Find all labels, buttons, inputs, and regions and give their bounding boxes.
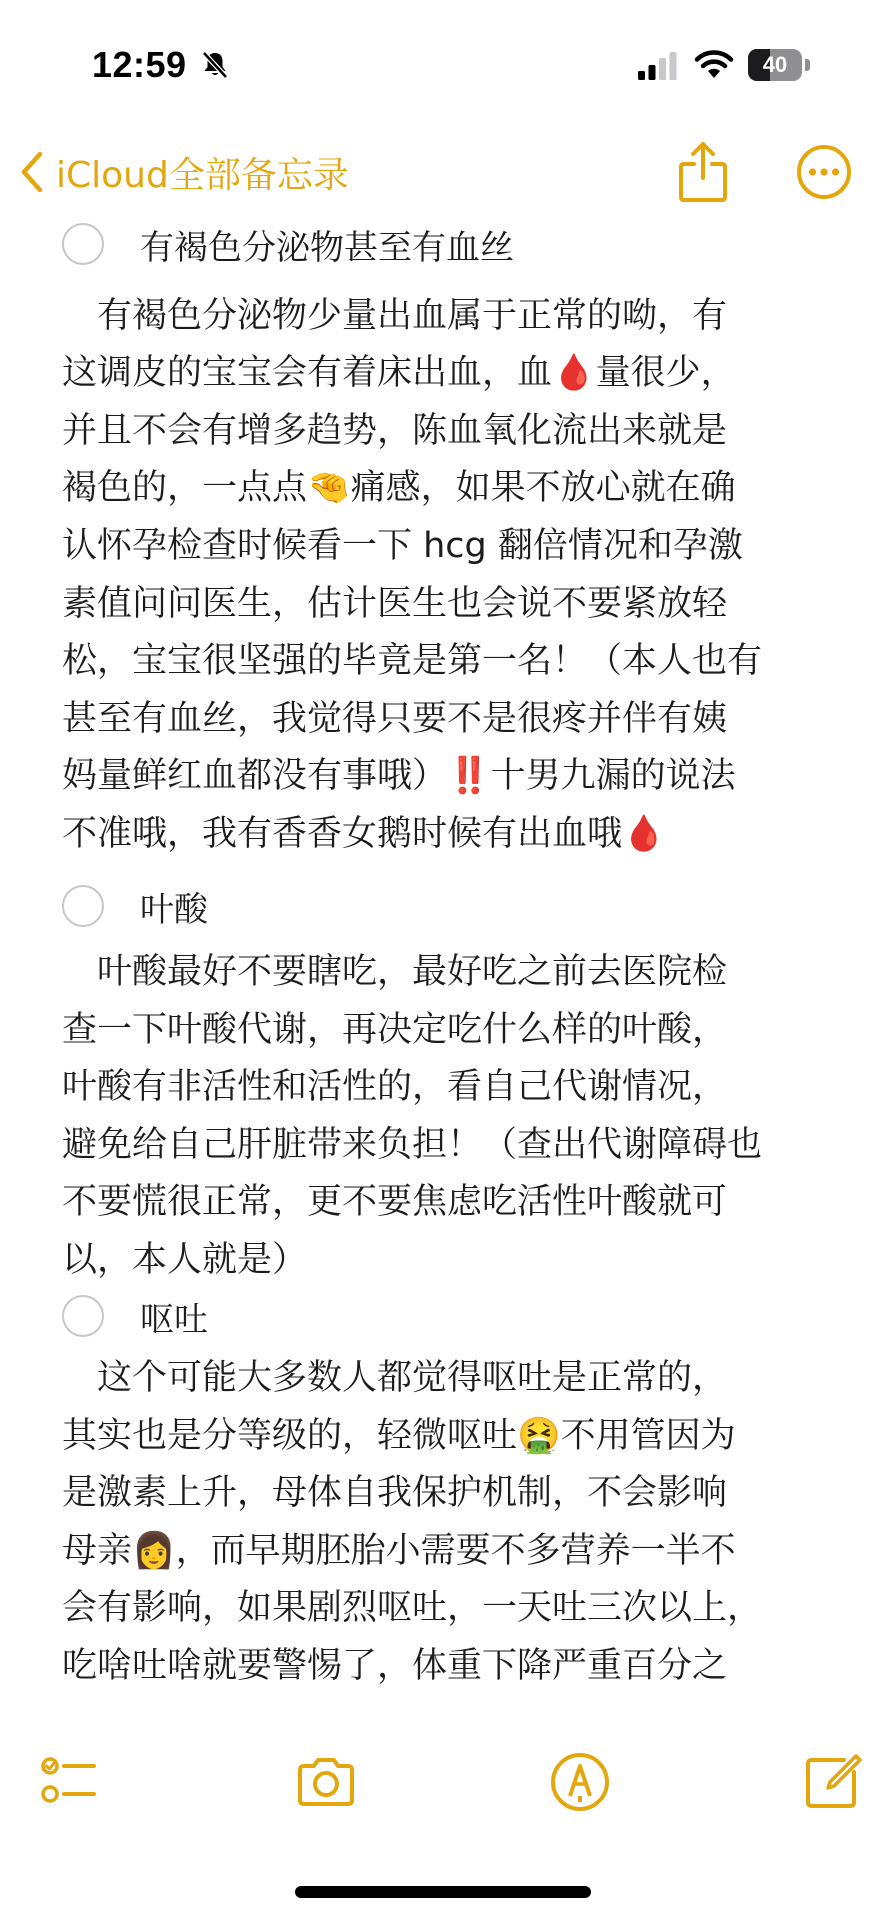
checklist-label: 叶酸 xyxy=(140,889,208,930)
paragraph-line: 叶酸有非活性和活性的，看自己代谢情况， xyxy=(62,1067,728,1108)
chevron-left-icon xyxy=(18,150,46,194)
paragraph-line: 甚至有血丝，我觉得只要不是很疼并伴有姨 xyxy=(62,698,728,739)
paragraph-line: 会有影响，如果剧烈呕吐，一天吐三次以上， xyxy=(62,1588,763,1629)
paragraph-line: 其实也是分等级的，轻微呕吐🤮不用管因为 xyxy=(62,1415,736,1456)
paragraph-line: 褐色的，一点点🤏痛感，如果不放心就在确 xyxy=(62,468,736,509)
checklist-item[interactable] xyxy=(62,876,208,936)
note-paragraph xyxy=(62,944,834,1290)
note-paragraph xyxy=(62,1350,834,1696)
battery-indicator xyxy=(748,49,810,81)
battery-level: 40 xyxy=(762,52,788,77)
note-content[interactable] xyxy=(0,214,886,1714)
paragraph-line: 母亲👩，而早期胚胎小需要不多营养一半不 xyxy=(62,1530,736,1571)
battery-cap xyxy=(805,59,810,71)
paragraph-line: 查一下叶酸代谢，再决定吃什么样的叶酸， xyxy=(62,1009,728,1050)
paragraph-line: 妈量鲜红血都没有事哦）‼️十男九漏的说法 xyxy=(62,756,736,797)
paragraph-line: 吃啥吐啥就要警惕了，体重下降严重百分之 xyxy=(62,1645,728,1686)
bell-slash-icon xyxy=(200,50,230,80)
paragraph-line: 叶酸最好不要瞎吃，最好吃之前去医院检 xyxy=(62,952,728,992)
status-time: 12:59 xyxy=(92,44,187,85)
paragraph-line: 是激素上升，母体自我保护机制，不会影响 xyxy=(62,1473,728,1514)
bottom-toolbar xyxy=(0,1740,886,1840)
paragraph-line: 松，宝宝很坚强的毕竟是第一名！（本人也有 xyxy=(62,641,763,682)
paragraph-line: 避免给自己肝脏带来负担！（查出代谢障碍也 xyxy=(62,1124,763,1165)
compose-icon[interactable] xyxy=(800,1750,864,1814)
paragraph-line: 以，本人就是） xyxy=(62,1239,308,1280)
paragraph-line: 素值问问医生，估计医生也会说不要紧放轻 xyxy=(62,583,728,624)
markup-icon[interactable] xyxy=(548,1750,612,1814)
status-bar xyxy=(0,0,886,120)
paragraph-line: 不要慌很正常，更不要焦虑吃活性叶酸就可 xyxy=(62,1182,728,1223)
checklist-label: 有褐色分泌物甚至有血丝 xyxy=(140,227,514,268)
checklist-icon[interactable] xyxy=(38,1750,102,1814)
back-button-label: iCloud全部备忘录 xyxy=(56,154,349,196)
navigation-bar xyxy=(0,130,886,214)
cellular-signal-icon xyxy=(638,52,678,80)
paragraph-line: 有褐色分泌物少量出血属于正常的呦，有 xyxy=(62,295,728,336)
camera-icon[interactable] xyxy=(294,1750,358,1814)
checklist-checkbox[interactable] xyxy=(62,1295,104,1337)
more-icon[interactable] xyxy=(796,144,852,200)
share-icon[interactable] xyxy=(676,140,730,204)
back-button[interactable] xyxy=(18,140,349,204)
paragraph-line: 并且不会有增多趋势，陈血氧化流出来就是 xyxy=(62,410,728,451)
checklist-checkbox[interactable] xyxy=(62,885,104,927)
home-indicator[interactable] xyxy=(295,1886,591,1898)
paragraph-line: 这调皮的宝宝会有着床出血，血🩸量很少， xyxy=(62,353,736,394)
checklist-label: 呕吐 xyxy=(140,1299,208,1340)
note-paragraph xyxy=(62,230,834,864)
content-fade xyxy=(0,1690,886,1740)
checklist-item[interactable] xyxy=(62,1286,208,1346)
paragraph-line: 这个可能大多数人都觉得呕吐是正常的， xyxy=(62,1358,728,1398)
paragraph-line: 不准哦，我有香香女鹅时候有出血哦🩸 xyxy=(62,813,666,854)
paragraph-line: 认怀孕检查时候看一下 hcg 翻倍情况和孕激 xyxy=(62,525,743,566)
wifi-icon xyxy=(694,50,734,80)
